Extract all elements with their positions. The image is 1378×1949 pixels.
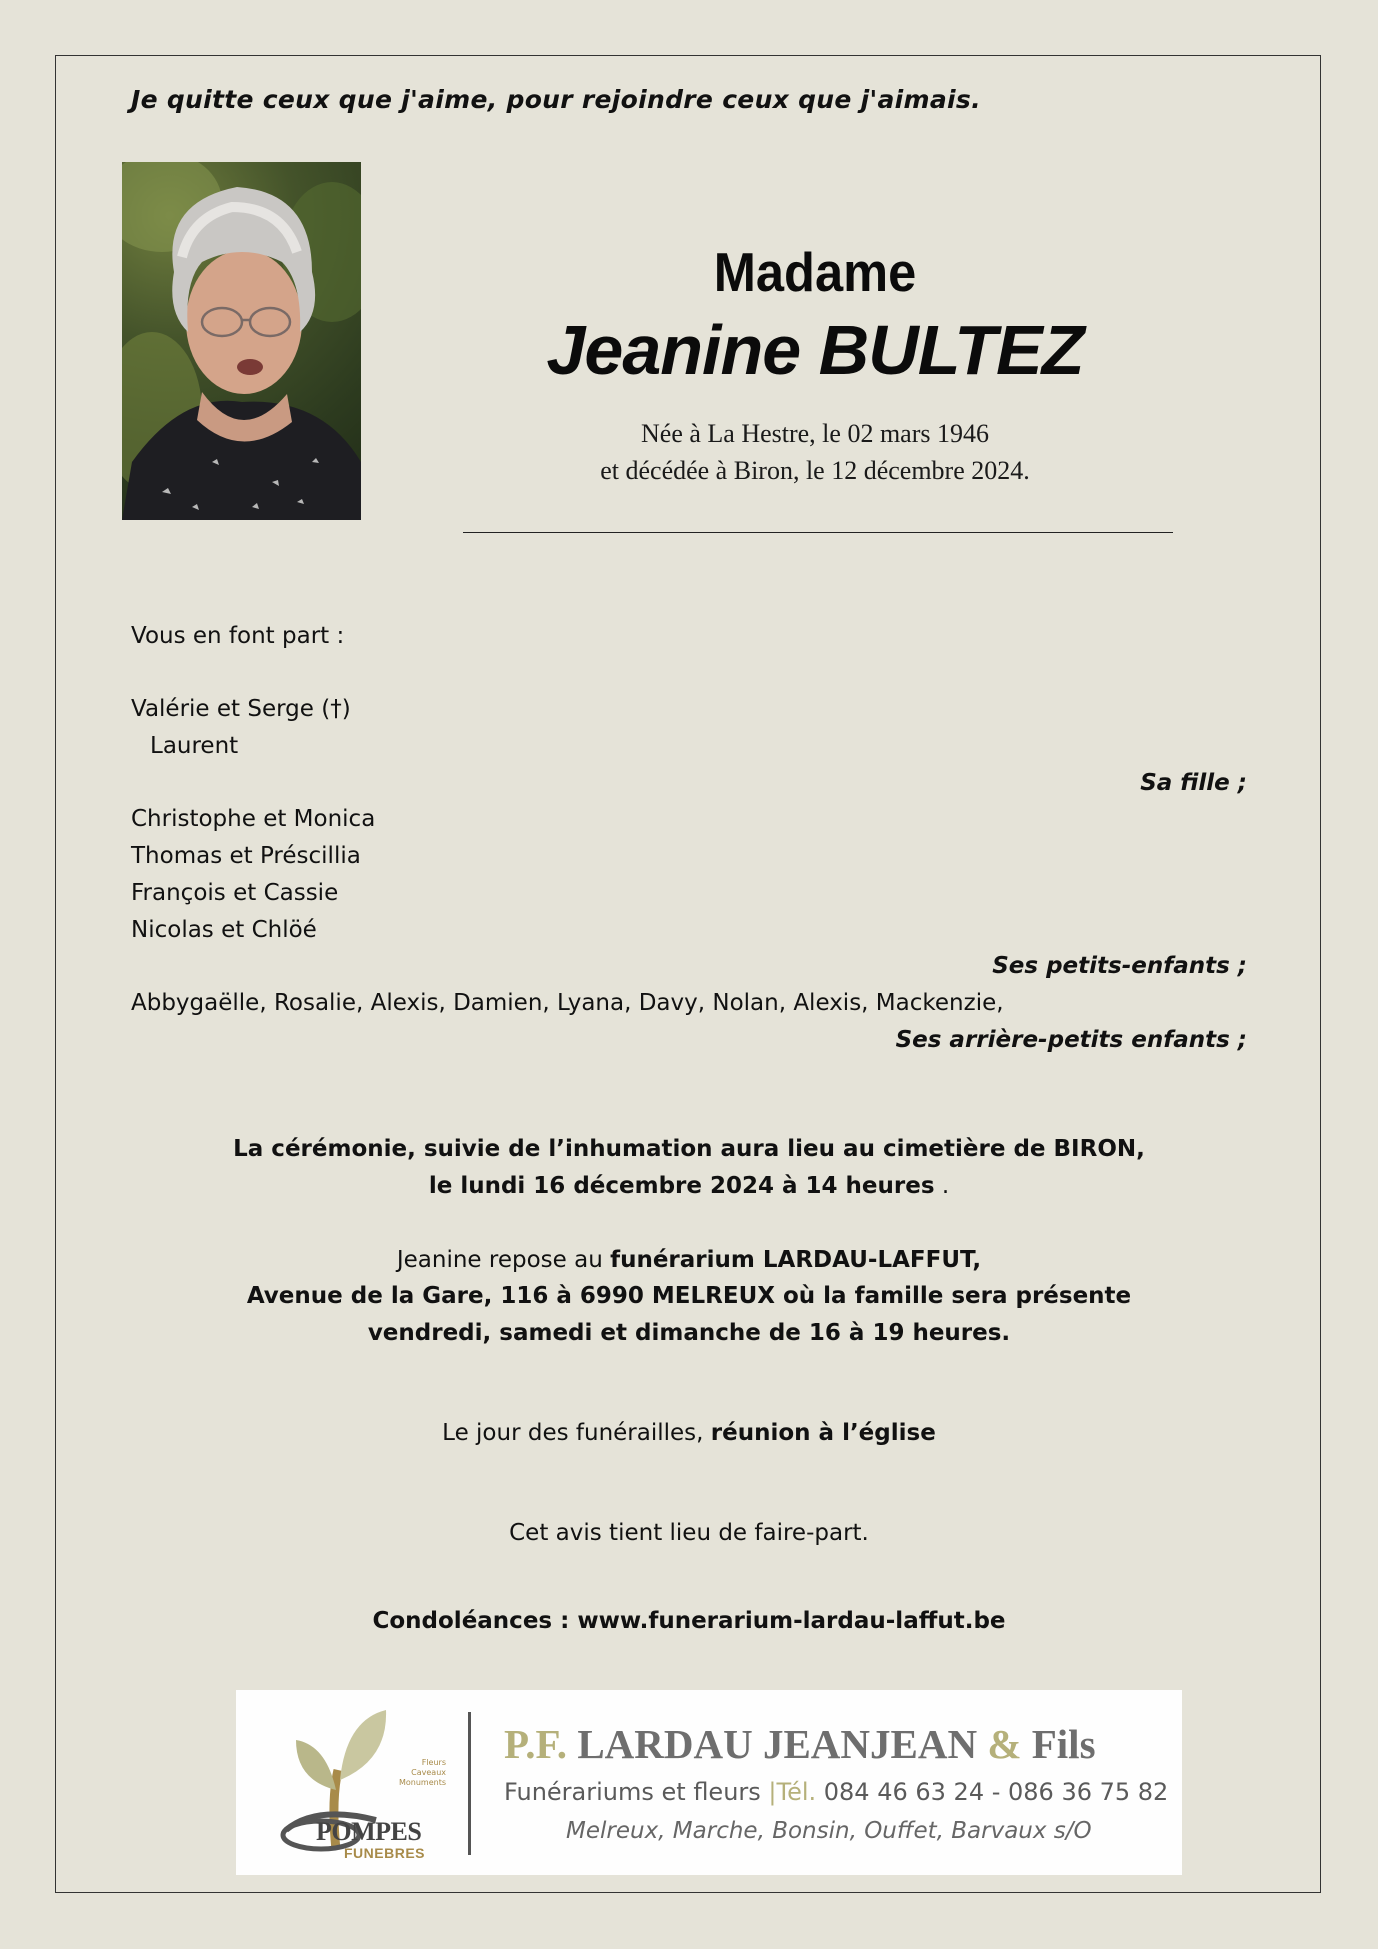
life-dates	[520, 415, 1110, 489]
banner-divider	[468, 1712, 471, 1855]
pf-amp: &	[987, 1721, 1022, 1767]
ceremony-date-end: .	[934, 1173, 950, 1199]
great-grandchildren-role: Ses arrière-petits enfants ;	[895, 1027, 1247, 1053]
separator-rule	[463, 532, 1173, 533]
daughter-line: Valérie et Serge (†)	[131, 696, 351, 722]
notice-line: Cet avis tient lieu de faire-part.	[509, 1520, 869, 1546]
funeral-day-intro: Le jour des funérailles,	[442, 1420, 711, 1446]
grandchildren-role: Ses petits-enfants ;	[992, 953, 1247, 979]
daughter-line: Laurent	[150, 733, 239, 759]
ceremony-date-line	[131, 1173, 1247, 1199]
epitaph-quote: Je quitte ceux que j'aime, pour rejoindre ceux que j'aimais.	[131, 85, 981, 114]
death-line: et décédée à Biron, le 12 décembre 2024.	[600, 456, 1030, 485]
funeral-home-banner	[236, 1690, 1182, 1875]
logo-service: Monuments	[398, 1778, 446, 1787]
services-label: Funérariums et fleurs	[504, 1778, 761, 1806]
grandchild-line: Nicolas et Chlöé	[131, 917, 317, 943]
pf-prefix: P.F.	[504, 1721, 568, 1767]
rest-address	[131, 1283, 1247, 1309]
grandchild-line: Christophe et Monica	[131, 806, 376, 832]
rest-hours-text: vendredi, samedi et dimanche de 16 à 19 heures.	[367, 1320, 1011, 1346]
logo-service: Caveaux	[411, 1768, 446, 1777]
funeral-day-meeting: réunion à l’église	[710, 1420, 936, 1446]
ceremony-date: le lundi 16 décembre 2024 à 14 heures	[428, 1173, 935, 1199]
portrait-photo	[122, 162, 361, 520]
funeral-home-towns: Melreux, Marche, Bonsin, Ouffet, Barvaux s/O	[566, 1818, 1092, 1844]
funeral-home-contact	[504, 1778, 1168, 1806]
title-honorific: Madame	[713, 241, 917, 303]
condolences-line: Condoléances : www.funerarium-lardau-laffut.be	[372, 1608, 1006, 1634]
funeral-day-line	[131, 1420, 1247, 1446]
tel-label: |Tél.	[760, 1778, 817, 1806]
ceremony-label: La cérémonie	[233, 1136, 408, 1162]
ceremony-line	[131, 1136, 1247, 1162]
rest-place: funérarium LARDAU-LAFFUT,	[610, 1247, 982, 1273]
logo-service: Fleurs	[421, 1758, 446, 1767]
rest-address-text: Avenue de la Gare, 116 à 6990 MELREUX où la famille sera présente	[246, 1283, 1132, 1309]
funeral-home-name	[504, 1720, 1096, 1768]
intro-line: Vous en font part :	[131, 623, 345, 649]
phone-numbers: 084 46 63 24 - 086 36 75 82	[816, 1778, 1169, 1806]
daughter-role: Sa fille ;	[1140, 770, 1247, 796]
birth-line: Née à La Hestre, le 02 mars 1946	[641, 419, 989, 448]
grandchild-line: François et Cassie	[131, 880, 339, 906]
logo-text-funebres: FUNEBRES	[344, 1845, 426, 1861]
ceremony-detail: , suivie de l’inhumation aura lieu au cimetière de BIRON,	[407, 1136, 1145, 1162]
great-grandchildren-line: Abbygaëlle, Rosalie, Alexis, Damien, Lyana, Davy, Nolan, Alexis, Mackenzie,	[131, 990, 1004, 1016]
pf-name: LARDAU JEANJEAN	[567, 1721, 988, 1767]
rest-line	[131, 1247, 1247, 1273]
rest-intro: Jeanine repose au	[396, 1247, 611, 1273]
logo-services	[384, 1758, 446, 1788]
logo-text-pompes: POMPES	[316, 1817, 422, 1846]
rest-hours	[131, 1320, 1247, 1346]
grandchild-line: Thomas et Préscillia	[131, 843, 361, 869]
pf-suffix: Fils	[1021, 1721, 1096, 1767]
deceased-name: Jeanine BULTEZ	[546, 311, 1084, 389]
